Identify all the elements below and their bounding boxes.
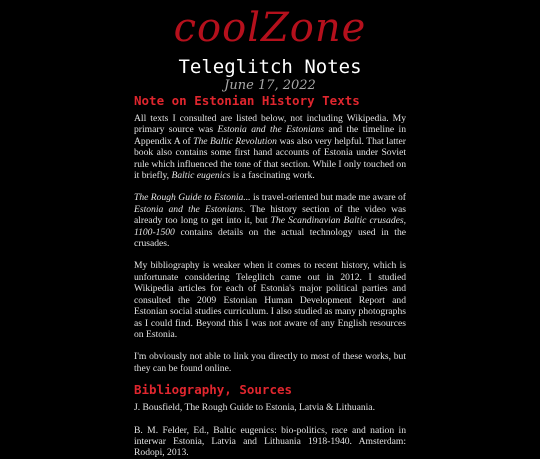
post-date: June 17, 2022 <box>224 78 316 93</box>
book-title: Estonia and the Estonians <box>217 124 324 136</box>
paragraph-rough-guide: The Rough Guide to Estonia... is travel-oriented but made me aware of Estonia and the Estonians. The history section of the video was already too long to get into it, but The Scandinavian Baltic crusades, 1100-1500 contains details on the actual technology used in the crusades. <box>134 192 407 250</box>
book-title: The Scandinavian Baltic crusades, 1100-1500 <box>134 215 406 238</box>
article-content <box>134 92 406 459</box>
bibliography-entry: J. Bousfield, The Rough Guide to Estonia, Latvia & Lithuania. <box>134 402 375 414</box>
bibliography-entry: B. M. Felder, Ed., Baltic eugenics: bio-politics, race and nation in interwar Estonia, Latvia and Lithuania 1918-1940. Amsterdam: Rodopi, 2013. <box>134 424 406 459</box>
page-subtitle: Teleglitch Notes <box>178 56 362 78</box>
section-heading-history-texts: Note on Estonian History Texts <box>134 93 360 108</box>
site-logo[interactable]: coolZone <box>173 5 367 51</box>
book-title: The Baltic Revolution <box>193 135 277 147</box>
section-heading-bibliography: Bibliography, Sources <box>134 382 293 398</box>
book-title: The Rough Guide to Estonia... <box>134 192 251 204</box>
paragraph-primary-sources: All texts I consulted are listed below, not including Wikipedia. My primary source was Estonia and the Estonians and the timeline in Appendix A of The Baltic Revolution was also very helpful. That latter book also contains some first hand accounts of Estonia under Soviet rule which influenced the tone of that section. While I only touched on it briefly, Baltic eugenics is a fascinating work. <box>134 113 406 182</box>
paragraph-online-note: I'm obviously not able to link you directly to most of these works, but they can be found online. <box>134 351 406 374</box>
paragraph-recent-history: My bibliography is weaker when it comes to recent history, which is unfortunate considering Teleglitch came out in 2012. I studied Wikipedia articles for each of Estonia's major political parties and consulted the 2009 Estonian Human Development Report and Estonian social studies curriculum. I also studied as many photographs as I could find. Beyond this I was not aware of any English resources on Estonia. <box>134 260 406 340</box>
book-title: Baltic eugenics <box>171 170 231 182</box>
book-title: Estonia and the Estonians <box>134 203 243 215</box>
